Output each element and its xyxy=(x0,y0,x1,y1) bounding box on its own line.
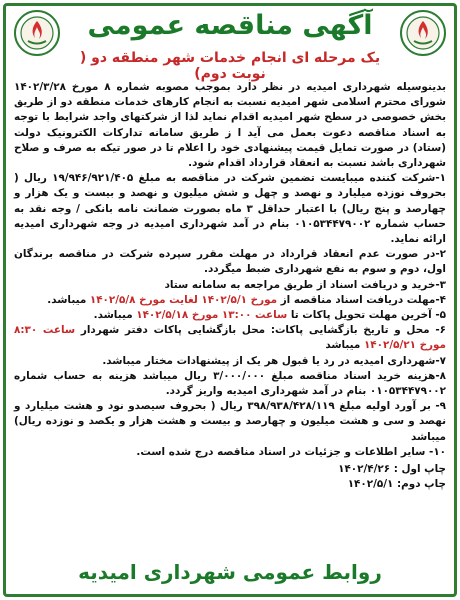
list-item xyxy=(14,323,446,353)
public-relations-signature: روابط عمومی شهرداری امیدیه xyxy=(78,560,382,584)
list-item: ۷-شهرداری امیدیه در رد یا قبول هر یک از پیشنهادات مختار میباشد. xyxy=(102,354,446,367)
list-item: ۹- بر آورد اولیه مبلغ ۳۹۸/۹۳۸/۴۲۸/۱۱۹ ریال ( بحروف سیصدو نود و هشت میلیارد و نهصد و سی و هشت میلیون و چهارصد و بیست و هشت هزار و یکصد و نوزده ریال) میباشد xyxy=(14,400,446,443)
item-text: ۴-مهلت دریافت اسناد مناقصه از xyxy=(277,293,446,306)
item-date: مورخ ۱۴۰۲/۵/۱ لغایت مورخ ۱۴۰۲/۵/۸ xyxy=(89,293,278,306)
item-text: ۵- آخرین مهلت تحویل پاکات تا xyxy=(287,309,446,322)
publication-dates xyxy=(14,462,446,492)
item-text: ۶- محل و تاریخ بازگشایی پاکات: محل بازگشایی پاکات دفتر شهردار xyxy=(75,324,446,337)
list-item: ۱-شرکت کننده میبایست تضمین شرکت در مناقصه به مبلغ ۱۹/۹۴۶/۹۲۱/۴۰۵ ریال ( بحروف نوزده میلیارد و نهصد و چهل و شش میلیون و نهصد و بیست و یک هزار و چهارصد و پنج ریال) با اعتبار حداقل ۳ ماه بصورت ضمانت نامه بانکی / وجه نقد به حساب شماره ۰۱۰۵۳۴۴۷۹۰۰۲ بنام در آمد شهرداری امیدیه در وجه شهرداری امیدیه ارائه نماید. xyxy=(14,172,446,246)
item-date: ساعت ۱۳:۰۰ مورخ ۱۴۰۲/۵/۱۸ xyxy=(136,309,288,322)
second-print-date: چاپ دوم: ۱۴۰۲/۵/۱ xyxy=(347,478,446,491)
list-item xyxy=(14,308,446,323)
municipality-emblem-icon xyxy=(14,10,60,56)
item-text: میباشد. xyxy=(47,293,90,306)
list-item: ۳-خرید و دریافت اسناد از طریق مراجعه به سامانه ستاد xyxy=(164,278,446,291)
page-title: آگهی مناقصه عمومی xyxy=(87,10,373,41)
list-item xyxy=(14,293,446,308)
list-item: ۱۰- سایر اطلاعات و جزئیات در اسناد مناقصه درج شده است. xyxy=(136,445,446,458)
ad-body xyxy=(14,80,446,492)
page-subtitle: یک مرحله ای انجام خدمات شهر منطقه دو ( نوبت دوم) xyxy=(79,50,381,82)
list-item: ۸-هزینه خرید اسناد مناقصه مبلغ ۳/۰۰۰/۰۰۰ ریال میباشد هزینه به حساب شماره ۰۱۰۵۳۴۴۷۹۰۰۲ بنام در آمد شهرداری امیدیه واریز گردد. xyxy=(14,369,446,398)
intro-paragraph: بدینوسیله شهرداری امیدیه در نظر دارد بموجب مصوبه شماره ۸ مورخ ۱۴۰۲/۳/۲۸ شورای محترم اسلامی شهر امیدیه نسبت به انجام کارهای خدمات منطقه دو از طریق بخش خصوصی در سطح شهر امیدیه اقدام نماید لذا از شرکتهای واجد شرایط با توجه به اسناد مناقصه دعوت بعمل می آید ا ز طریق سامانه تدارکات الکترونیک دولت (ستاد) در صورت تمایل قیمت پیشنهادی خود را اعلام تا در صور تیکه به صرف و صلاح شهرداری باشد نسبت به انعقاد قرارداد اقدام شود. xyxy=(14,81,446,170)
item-text: میباشد. xyxy=(93,309,137,322)
item-text: میباشد xyxy=(325,339,364,352)
first-print-date: چاپ اول : ۱۴۰۲/۴/۲۶ xyxy=(338,463,446,476)
list-item: ۲-در صورت عدم انعقاد قرارداد در مهلت مقرر سپرده شرکت در مناقصه برندگان اول، دوم و سوم به نفع شهرداری ضبط میگردد. xyxy=(14,248,446,276)
municipality-emblem-icon xyxy=(400,10,446,56)
item-date: ساعت ۸:۳۰ مورخ ۱۴۰۲/۵/۲۱ xyxy=(14,324,446,352)
